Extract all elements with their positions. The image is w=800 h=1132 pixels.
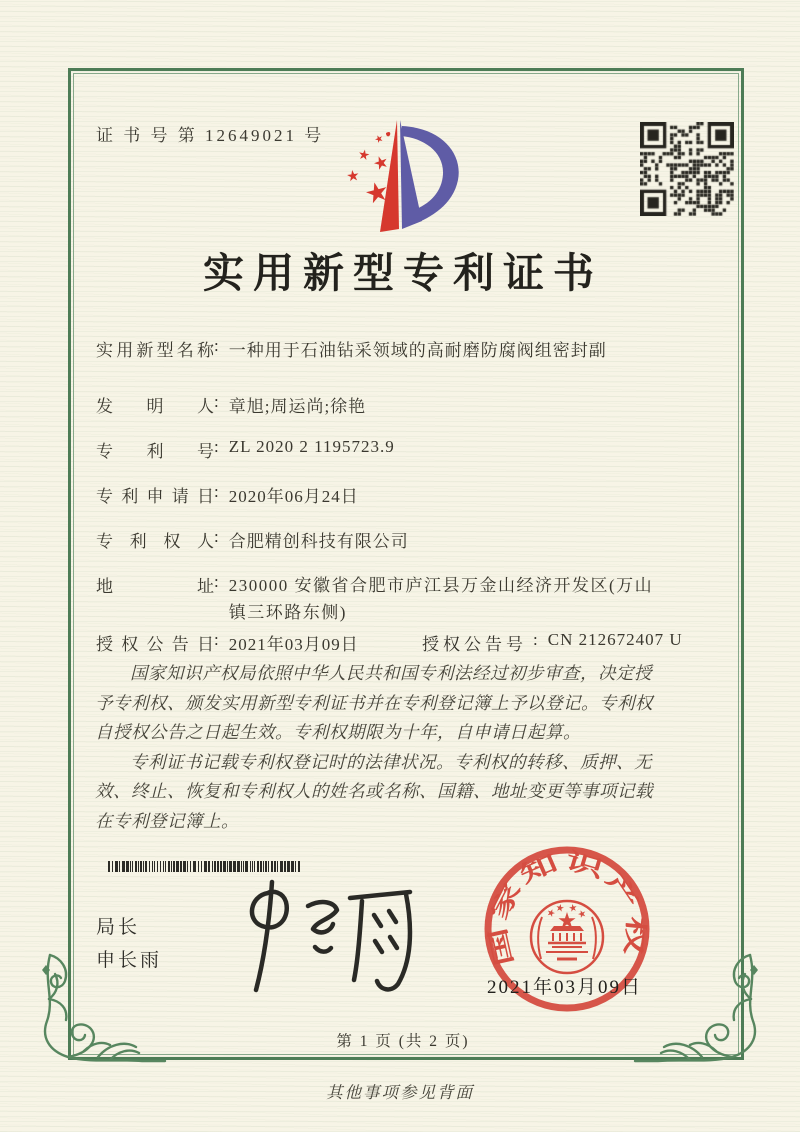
field-label: 授权公告日 xyxy=(96,635,214,654)
legal-paragraph-1: 国家知识产权局依照中华人民共和国专利法经过初步审查，决定授予专利权、颁发实用新型专利证书并在专利登记簿上予以登记。专利权自授权公告之日起生效。专利权期限为十年，自申请日起算。 xyxy=(95,663,653,742)
field-utility-model-name xyxy=(96,336,607,361)
seal-date: 2021年03月09日 xyxy=(487,977,643,998)
colon: : xyxy=(214,392,219,411)
field-grant-number xyxy=(422,630,683,655)
barcode-icon xyxy=(108,861,310,872)
certificate-title: 实用新型专利证书 xyxy=(203,250,603,296)
page-number: 第 1 页 (共 2 页) xyxy=(336,1033,470,1050)
director-signature xyxy=(212,872,427,1000)
director-title: 局长 xyxy=(96,917,141,938)
back-note: 其他事项参见背面 xyxy=(326,1083,474,1102)
legal-paragraph-2: 专利证书记载专利权登记时的法律状况。专利权的转移、质押、无效、终止、恢复和专利权人的姓名或名称、国籍、地址变更等事项记载在专利登记簿上。 xyxy=(95,751,653,831)
field-label: 授权公告号 xyxy=(422,635,527,654)
field-label: 地址 xyxy=(96,577,214,596)
field-label: 实用新型名称 xyxy=(96,341,214,360)
colon: : xyxy=(214,336,219,355)
colon: : xyxy=(214,437,219,456)
field-grant-date xyxy=(96,630,683,655)
field-value: 2021年03月09日 xyxy=(228,635,359,654)
field-value: 合肥精创科技有限公司 xyxy=(228,532,409,551)
field-label: 专利号 xyxy=(96,442,214,461)
colon: : xyxy=(533,630,538,649)
colon: : xyxy=(214,630,219,649)
cnipa-logo-icon xyxy=(330,106,480,238)
director-name: 申长雨 xyxy=(96,950,163,971)
field-value: ZL 2020 2 1195723.9 xyxy=(228,437,395,456)
svg-text:国家知识产权局 xyxy=(484,848,649,968)
field-patent-number xyxy=(96,437,395,462)
field-inventors xyxy=(96,392,366,417)
field-address xyxy=(96,572,665,626)
colon: : xyxy=(214,527,219,546)
field-value: 一种用于石油钻采领域的高耐磨防腐阀组密封副 xyxy=(228,341,607,360)
field-value: 230000 安徽省合肥市庐江县万金山经济开发区(万山镇三环路东侧) xyxy=(228,576,654,622)
certificate-number: 证 书 号 第 12649021 号 xyxy=(96,126,325,145)
field-application-date xyxy=(96,482,359,507)
seal-ring-text: 国家知识产权局 xyxy=(486,847,649,969)
field-label: 专利申请日 xyxy=(96,487,214,506)
field-value: 2020年06月24日 xyxy=(228,487,359,506)
field-label: 发明人 xyxy=(96,397,214,416)
field-patentee xyxy=(96,527,409,552)
director-block xyxy=(96,911,162,977)
field-label: 专利权人 xyxy=(96,532,214,551)
colon: : xyxy=(214,572,219,591)
legal-text xyxy=(95,659,657,836)
field-value: 章旭;周运尚;徐艳 xyxy=(228,397,367,416)
field-value: CN 212672407 U xyxy=(547,630,683,649)
colon: : xyxy=(214,482,219,501)
qr-code-icon xyxy=(640,122,734,216)
